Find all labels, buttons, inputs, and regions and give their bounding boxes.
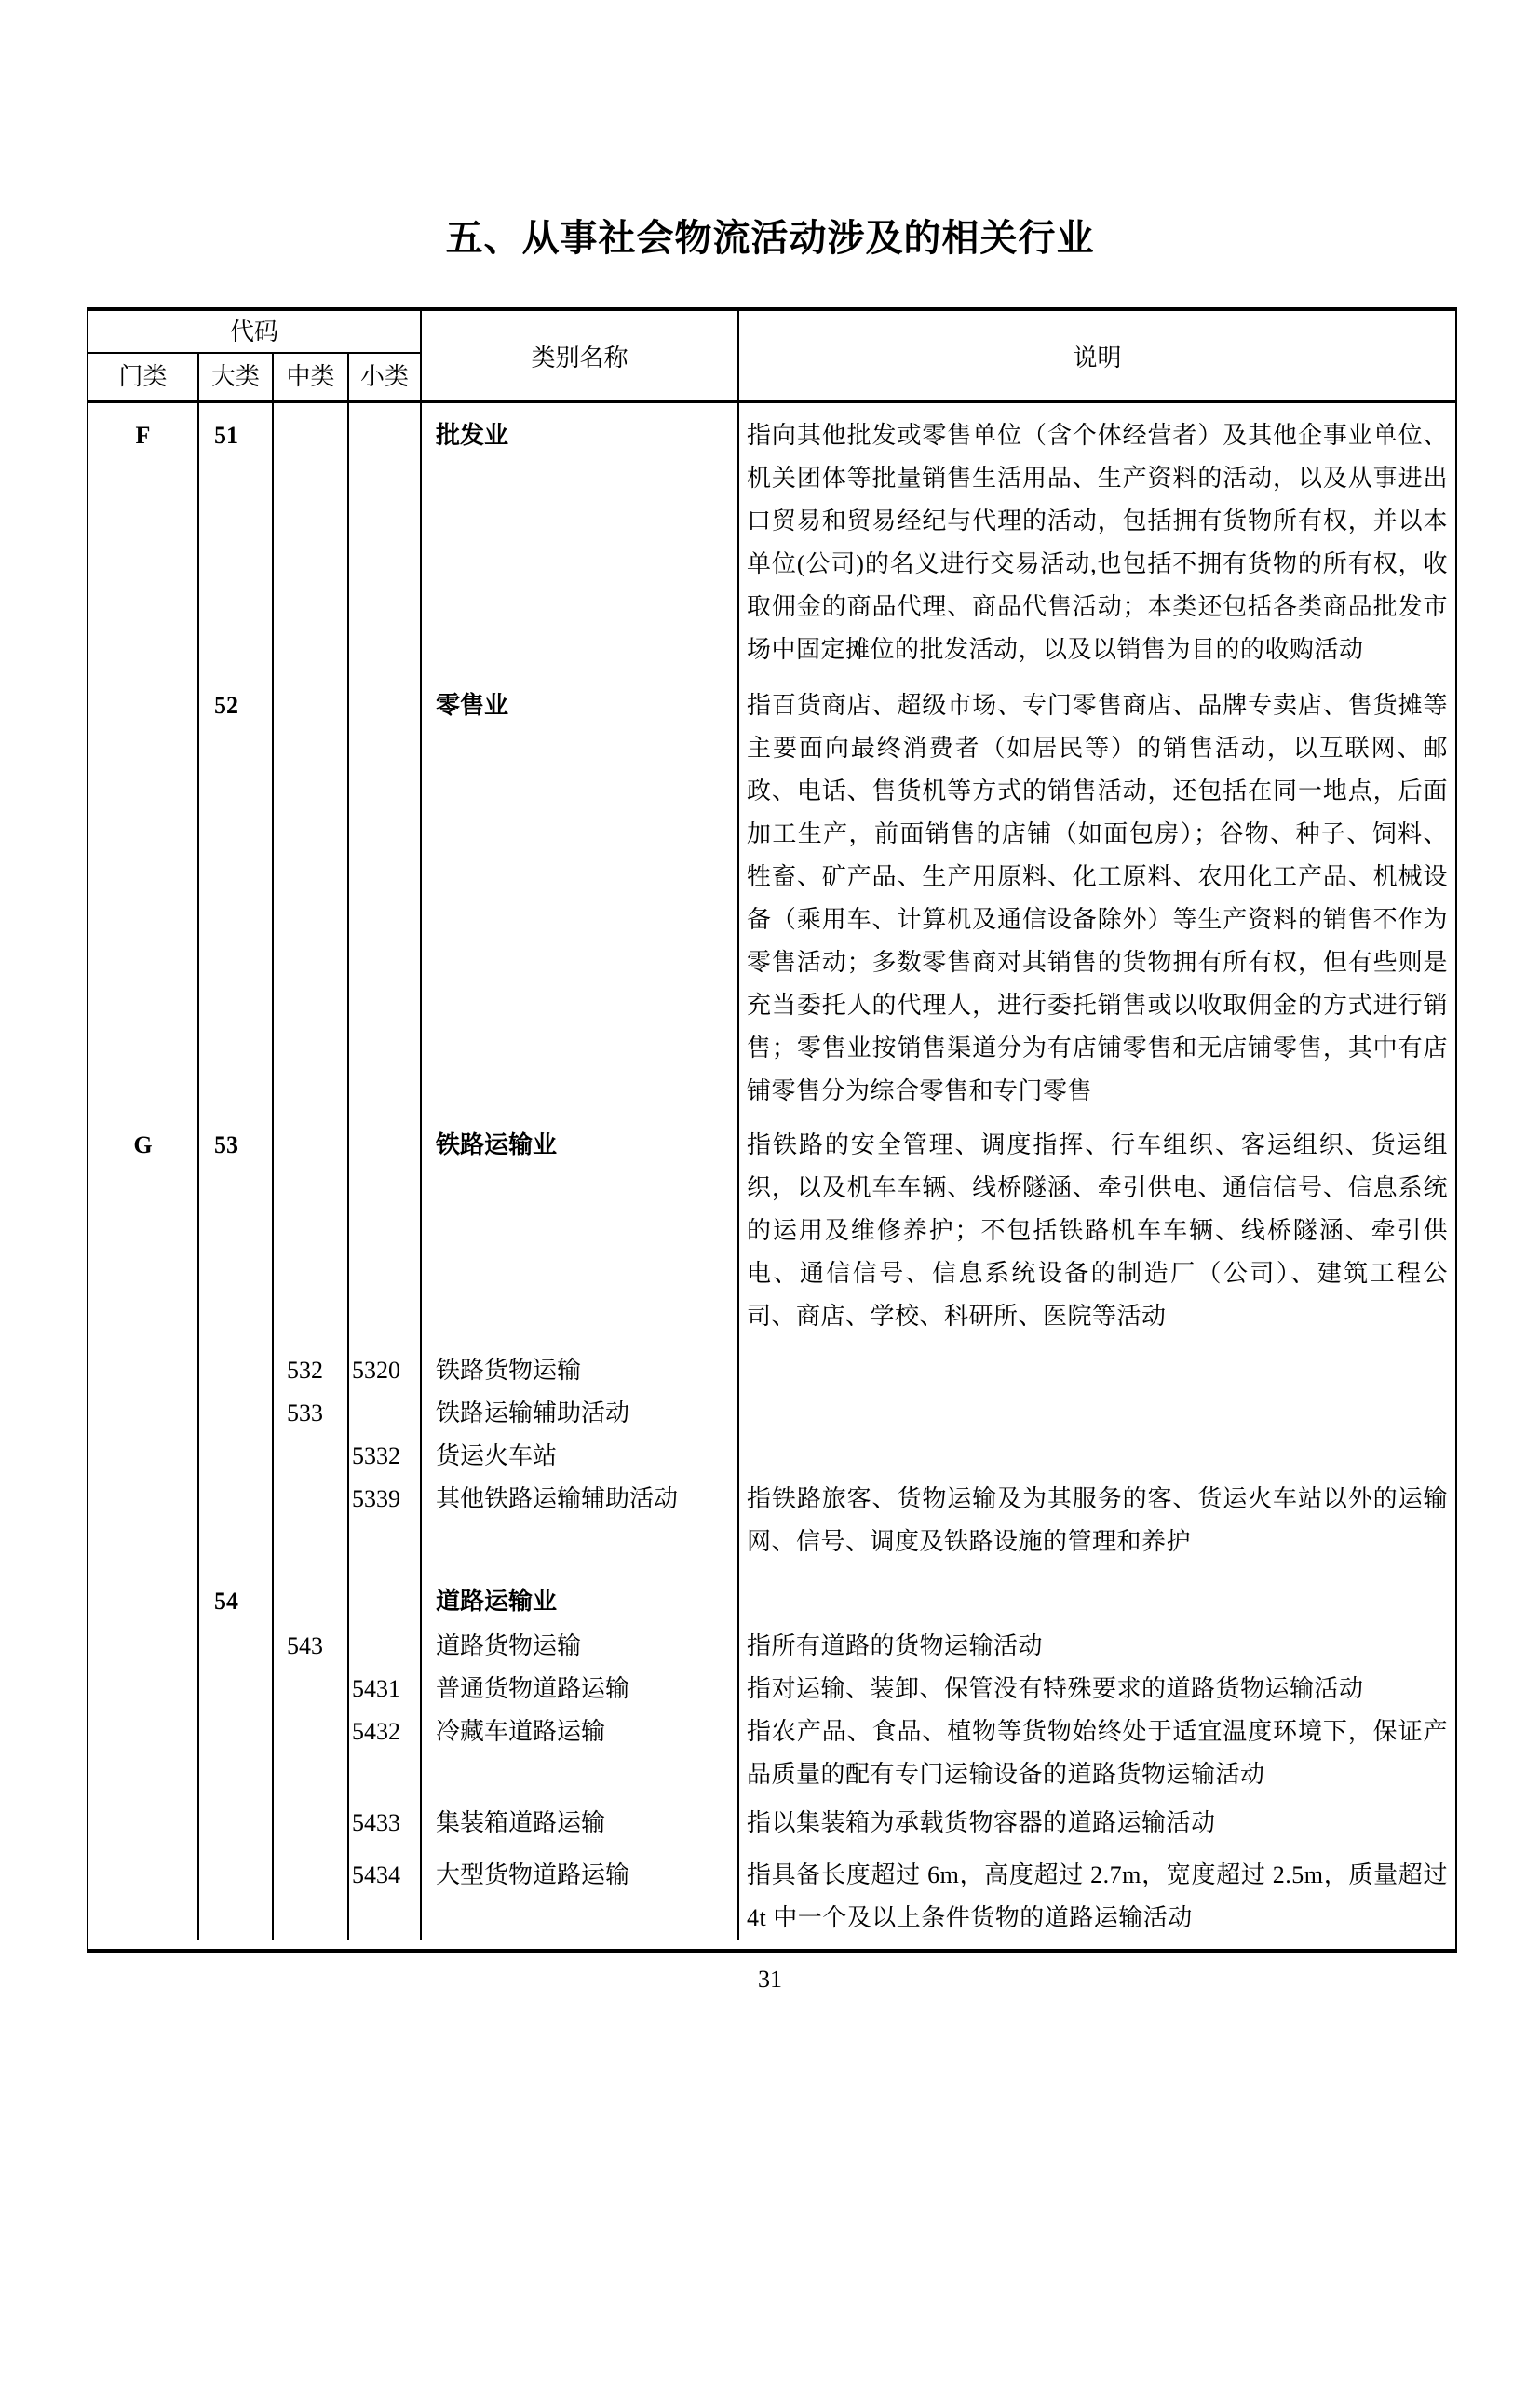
minor-code-cell bbox=[349, 1563, 422, 1623]
category-name-cell: 批发业 bbox=[422, 403, 739, 671]
middle-code-cell bbox=[274, 403, 349, 671]
minor-code-cell: 5320 bbox=[349, 1338, 422, 1392]
middle-code-cell bbox=[274, 1563, 349, 1623]
header-major-class: 大类 bbox=[199, 354, 274, 400]
section-code-cell bbox=[88, 1711, 199, 1796]
description-cell bbox=[739, 1392, 1455, 1435]
section-code-cell bbox=[88, 1563, 199, 1623]
major-code-cell bbox=[199, 1338, 274, 1392]
minor-code-cell bbox=[349, 1113, 422, 1338]
section-code-cell bbox=[88, 1845, 199, 1940]
middle-code-cell bbox=[274, 1113, 349, 1338]
major-code-cell bbox=[199, 1668, 274, 1711]
description-cell: 指百货商店、超级市场、专门零售商店、品牌专卖店、售货摊等主要面向最终消费者（如居民等）的销售活动，以互联网、邮政、电话、售货机等方式的销售活动，还包括在同一地点，后面加工生产，前面销售的店铺（如面包房）；谷物、种子、饲料、牲畜、矿产品、生产用原料、化工原料、农用化工产品、机械设备（乘用车、计算机及通信设备除外）等生产资料的销售不作为零售活动；多数零售商对其销售的货物拥有所有权，但有些则是充当委托人的代理人，进行委托销售或以收取佣金的方式进行销售；零售业按销售渠道分为有店铺零售和无店铺零售，其中有店铺零售分为综合零售和专门零售 bbox=[747, 692, 1448, 1104]
page-number: 31 bbox=[758, 1966, 782, 1993]
description-cell: 指农产品、食品、植物等货物始终处于适宜温度环境下，保证产品质量的配有专门运输设备的道路货物运输活动 bbox=[747, 1718, 1448, 1788]
description-cell bbox=[739, 1563, 1455, 1623]
middle-code-cell bbox=[274, 1796, 349, 1845]
middle-code-cell bbox=[274, 1478, 349, 1563]
category-name-cell: 集装箱道路运输 bbox=[422, 1796, 739, 1845]
header-middle-class: 中类 bbox=[274, 354, 349, 400]
middle-code-cell bbox=[274, 1711, 349, 1796]
middle-code-cell: 543 bbox=[274, 1623, 349, 1668]
category-name-cell: 大型货物道路运输 bbox=[422, 1845, 739, 1940]
description-cell: 指以集装箱为承载货物容器的道路运输活动 bbox=[747, 1809, 1216, 1836]
section-code-cell bbox=[88, 1668, 199, 1711]
description-cell: 指具备长度超过 6m，高度超过 2.7m，宽度超过 2.5m，质量超过 4t 中一个及以上条件货物的道路运输活动 bbox=[747, 1861, 1448, 1931]
section-code-cell bbox=[88, 1392, 199, 1435]
description-cell: 指铁路的安全管理、调度指挥、行车组织、客运组织、货运组织，以及机车车辆、线桥隧涵、牵引供电、通信信号、信息系统的运用及维修养护；不包括铁路机车车辆、线桥隧涵、牵引供电、通信信号、信息系统设备的制造厂（公司）、建筑工程公司、商店、学校、科研所、医院等活动 bbox=[747, 1131, 1448, 1330]
minor-code-cell bbox=[349, 403, 422, 671]
category-name-cell: 冷藏车道路运输 bbox=[422, 1711, 739, 1796]
header-description: 说明 bbox=[1073, 344, 1122, 372]
major-code-cell bbox=[199, 1711, 274, 1796]
category-name-cell: 普通货物道路运输 bbox=[422, 1668, 739, 1711]
section-code-cell bbox=[88, 1623, 199, 1668]
section-code-cell bbox=[88, 671, 199, 1113]
page-title: 五、从事社会物流活动涉及的相关行业 bbox=[445, 218, 1095, 259]
category-name-cell: 货运火车站 bbox=[422, 1435, 739, 1478]
table-header bbox=[87, 307, 1457, 403]
classification-table bbox=[87, 307, 1457, 1953]
description-cell: 指所有道路的货物运输活动 bbox=[747, 1632, 1044, 1659]
minor-code-cell bbox=[349, 671, 422, 1113]
category-name-cell: 道路运输业 bbox=[422, 1563, 739, 1623]
section-code-cell bbox=[88, 1478, 199, 1563]
category-name-cell: 道路货物运输 bbox=[422, 1623, 739, 1668]
section-code-cell bbox=[88, 1338, 199, 1392]
description-cell bbox=[739, 1338, 1455, 1392]
header-section-class: 门类 bbox=[88, 354, 199, 400]
section-code-cell bbox=[88, 1435, 199, 1478]
category-name-cell: 其他铁路运输辅助活动 bbox=[422, 1478, 739, 1563]
major-code-cell: 53 bbox=[199, 1113, 274, 1338]
minor-code-cell: 5433 bbox=[349, 1796, 422, 1845]
description-cell: 指向其他批发或零售单位（含个体经营者）及其他企事业单位、机关团体等批量销售生活用品、生产资料的活动，以及从事进出口贸易和贸易经纪与代理的活动，包括拥有货物所有权，并以本单位(公司)的名义进行交易活动,也包括不拥有货物的所有权，收取佣金的商品代理、商品代售活动；本类还包括各类商品批发市场中固定摊位的批发活动，以及以销售为目的的收购活动 bbox=[747, 422, 1448, 663]
category-name-cell: 零售业 bbox=[422, 671, 739, 1113]
major-code-cell bbox=[199, 1623, 274, 1668]
major-code-cell bbox=[199, 1435, 274, 1478]
section-code-cell: G bbox=[88, 1113, 199, 1338]
minor-code-cell: 5432 bbox=[349, 1711, 422, 1796]
middle-code-cell bbox=[274, 1845, 349, 1940]
major-code-cell: 52 bbox=[199, 671, 274, 1113]
middle-code-cell bbox=[274, 671, 349, 1113]
category-name-cell: 铁路运输辅助活动 bbox=[422, 1392, 739, 1435]
header-minor-class: 小类 bbox=[349, 354, 422, 400]
category-name-cell: 铁路运输业 bbox=[422, 1113, 739, 1338]
major-code-cell: 54 bbox=[199, 1563, 274, 1623]
minor-code-cell: 5339 bbox=[349, 1478, 422, 1563]
table-body bbox=[87, 403, 1457, 1953]
category-name-cell: 铁路货物运输 bbox=[422, 1338, 739, 1392]
middle-code-cell bbox=[274, 1668, 349, 1711]
middle-code-cell bbox=[274, 1435, 349, 1478]
major-code-cell bbox=[199, 1478, 274, 1563]
minor-code-cell: 5434 bbox=[349, 1845, 422, 1940]
middle-code-cell: 532 bbox=[274, 1338, 349, 1392]
section-code-cell: F bbox=[88, 403, 199, 671]
description-cell: 指铁路旅客、货物运输及为其服务的客、货运火车站以外的运输网、信号、调度及铁路设施的管理和养护 bbox=[747, 1485, 1448, 1555]
middle-code-cell: 533 bbox=[274, 1392, 349, 1435]
section-code-cell bbox=[88, 1796, 199, 1845]
description-cell: 指对运输、装卸、保管没有特殊要求的道路货物运输活动 bbox=[747, 1675, 1364, 1702]
header-code-group: 代码 bbox=[88, 311, 422, 354]
minor-code-cell bbox=[349, 1623, 422, 1668]
header-category-name: 类别名称 bbox=[422, 311, 739, 400]
major-code-cell bbox=[199, 1845, 274, 1940]
minor-code-cell bbox=[349, 1392, 422, 1435]
major-code-cell bbox=[199, 1796, 274, 1845]
description-cell bbox=[739, 1435, 1455, 1478]
major-code-cell: 51 bbox=[199, 403, 274, 671]
minor-code-cell: 5431 bbox=[349, 1668, 422, 1711]
major-code-cell bbox=[199, 1392, 274, 1435]
minor-code-cell: 5332 bbox=[349, 1435, 422, 1478]
